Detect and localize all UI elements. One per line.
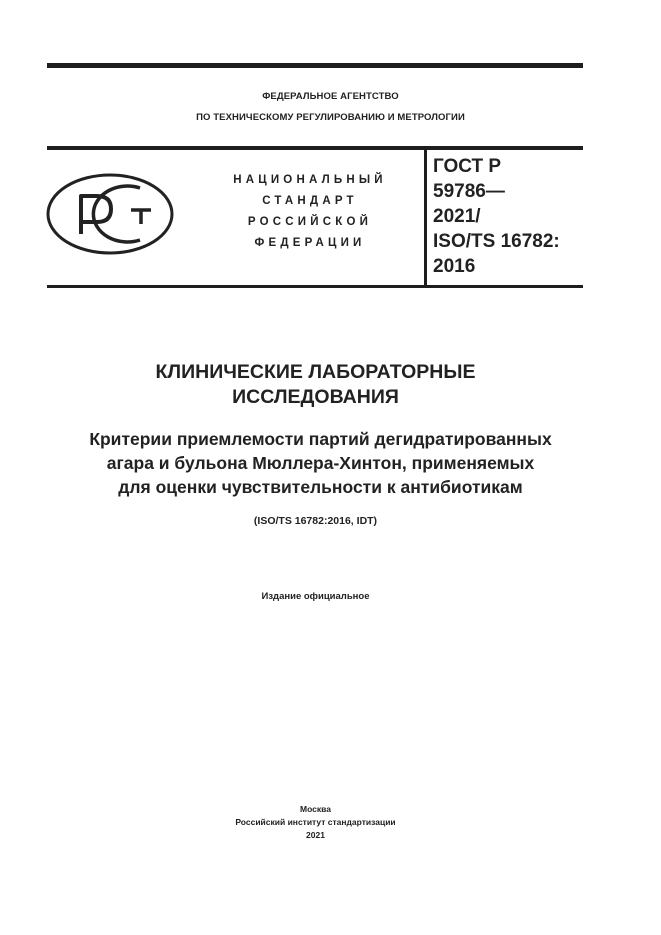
bottom-header-rule	[47, 285, 583, 288]
designation-line-5: 2016	[433, 256, 476, 277]
subtitle-line-3: для оценки чувствительности к антибиотикам	[118, 477, 523, 497]
iso-reference: (ISO/TS 16782:2016, IDT)	[253, 515, 378, 527]
subtitle-line-1: Критерии приемлемости партий дегидратированных	[89, 429, 552, 449]
designation-line-1: ГОСТ Р	[433, 156, 502, 177]
imprint-city: Москва	[300, 804, 331, 814]
designation-divider	[424, 150, 427, 287]
designation-line-2: 59786—	[433, 181, 505, 202]
edition-note: Издание официальное	[261, 591, 370, 602]
header-rule	[47, 146, 583, 150]
designation-line-3: 2021/	[433, 206, 481, 227]
gost-r-logo-icon	[45, 172, 175, 256]
main-title-line-1: КЛИНИЧЕСКИЕ ЛАБОРАТОРНЫЕ	[155, 361, 476, 383]
national-line-3: РОССИЙСКОЙ	[247, 216, 373, 228]
imprint-publisher: Российский институт стандартизации	[235, 817, 396, 827]
main-title	[0, 360, 631, 410]
national-standard-label	[225, 170, 395, 254]
main-title-line-2: ИССЛЕДОВАНИЯ	[232, 386, 399, 408]
standard-designation	[433, 154, 593, 279]
agency-line-1: ФЕДЕРАЛЬНОЕ АГЕНТСТВО	[262, 91, 399, 102]
designation-line-4: ISO/TS 16782:	[433, 231, 560, 252]
imprint	[0, 803, 631, 842]
national-line-2: СТАНДАРТ	[262, 195, 358, 207]
subtitle	[5, 427, 636, 499]
national-line-4: ФЕДЕРАЦИИ	[254, 237, 366, 249]
subtitle-line-2: агара и бульона Мюллера-Хинтон, применяемых	[106, 453, 535, 473]
agency-line-2: ПО ТЕХНИЧЕСКОМУ РЕГУЛИРОВАНИЮ И МЕТРОЛОГИИ	[196, 112, 465, 123]
national-line-1: НАЦИОНАЛЬНЫЙ	[233, 174, 387, 186]
top-rule	[47, 63, 583, 68]
imprint-year: 2021	[306, 830, 325, 840]
